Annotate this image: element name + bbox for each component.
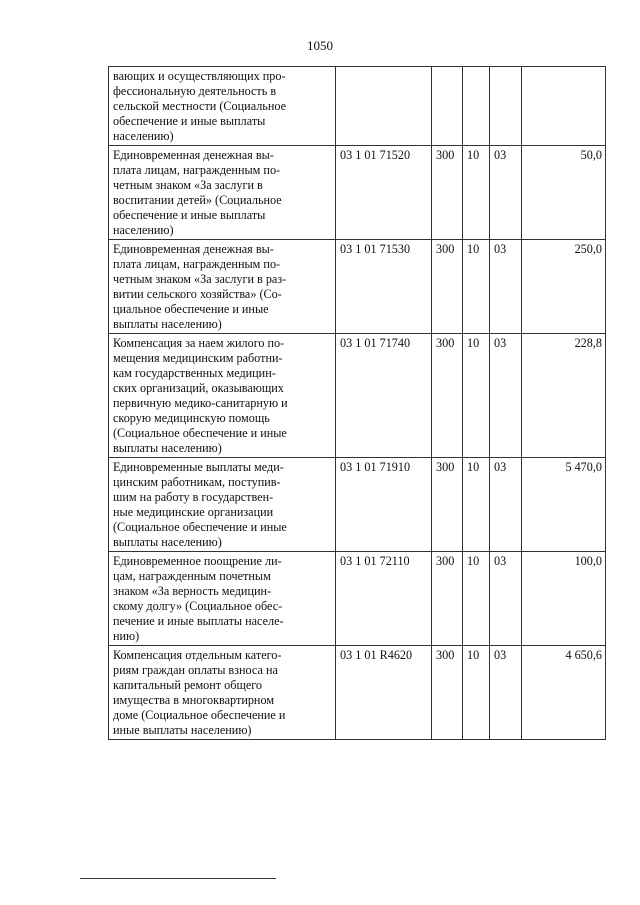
table-row bbox=[109, 552, 606, 646]
row-type: 300 bbox=[432, 458, 463, 552]
row-type: 300 bbox=[432, 334, 463, 458]
row-amount bbox=[522, 67, 606, 146]
row-subsection: 03 bbox=[490, 146, 522, 240]
row-code: 03 1 01 71520 bbox=[336, 146, 432, 240]
row-code bbox=[336, 67, 432, 146]
row-amount: 100,0 bbox=[522, 552, 606, 646]
budget-table bbox=[108, 66, 606, 740]
row-name: Единовременная денежная вы- плата лицам, награжденным по- четным знаком «За заслуги в раз- витии сельского хозяйства» (Со- циальное обеспечение и иные выплаты населению) bbox=[109, 240, 336, 334]
row-type bbox=[432, 67, 463, 146]
row-type: 300 bbox=[432, 240, 463, 334]
row-subsection: 03 bbox=[490, 334, 522, 458]
row-section: 10 bbox=[463, 458, 490, 552]
row-amount: 5 470,0 bbox=[522, 458, 606, 552]
table-row bbox=[109, 646, 606, 740]
row-code: 03 1 01 72110 bbox=[336, 552, 432, 646]
row-section: 10 bbox=[463, 240, 490, 334]
row-name: Компенсация отдельным катего- риям граждан оплаты взноса на капитальный ремонт общего имущества в многоквартирном доме (Социальное обеспечение и иные выплаты населению) bbox=[109, 646, 336, 740]
row-section: 10 bbox=[463, 552, 490, 646]
row-code: 03 1 01 71530 bbox=[336, 240, 432, 334]
row-name: вающих и осуществляющих про- фессиональную деятельность в сельской местности (Социальное обеспечение и иные выплаты населению) bbox=[109, 67, 336, 146]
table-row bbox=[109, 240, 606, 334]
table-row bbox=[109, 334, 606, 458]
row-type: 300 bbox=[432, 552, 463, 646]
row-section: 10 bbox=[463, 646, 490, 740]
row-section: 10 bbox=[463, 334, 490, 458]
row-amount: 228,8 bbox=[522, 334, 606, 458]
row-amount: 50,0 bbox=[522, 146, 606, 240]
table-row bbox=[109, 458, 606, 552]
row-type: 300 bbox=[432, 646, 463, 740]
table-row bbox=[109, 146, 606, 240]
row-code: 03 1 01 R4620 bbox=[336, 646, 432, 740]
row-name: Единовременные выплаты меди- цинским работникам, поступив- шим на работу в государствен- ные медицинские организации (Социальное обеспечение и иные выплаты населению) bbox=[109, 458, 336, 552]
row-amount: 4 650,6 bbox=[522, 646, 606, 740]
row-name: Единовременная денежная вы- плата лицам, награжденным по- четным знаком «За заслуги в воспитании детей» (Социальное обеспечение и иные выплаты населению) bbox=[109, 146, 336, 240]
row-section: 10 bbox=[463, 146, 490, 240]
row-name: Единовременное поощрение ли- цам, награжденным почетным знаком «За верность медицин- скому долгу» (Социальное обес- печение и иные выплаты населе- нию) bbox=[109, 552, 336, 646]
table-row bbox=[109, 67, 606, 146]
row-amount: 250,0 bbox=[522, 240, 606, 334]
row-subsection bbox=[490, 67, 522, 146]
row-code: 03 1 01 71910 bbox=[336, 458, 432, 552]
page-number: 1050 bbox=[307, 38, 333, 53]
row-name: Компенсация за наем жилого по- мещения медицинским работни- кам государственных медицин- ских организаций, оказывающих первичную медико-санитарную и скорую медицинскую помощь (Социальное обеспечение и иные выплаты населению) bbox=[109, 334, 336, 458]
row-subsection: 03 bbox=[490, 552, 522, 646]
row-subsection: 03 bbox=[490, 240, 522, 334]
row-section bbox=[463, 67, 490, 146]
row-subsection: 03 bbox=[490, 646, 522, 740]
row-type: 300 bbox=[432, 146, 463, 240]
row-subsection: 03 bbox=[490, 458, 522, 552]
row-code: 03 1 01 71740 bbox=[336, 334, 432, 458]
footnote-separator bbox=[80, 878, 276, 879]
